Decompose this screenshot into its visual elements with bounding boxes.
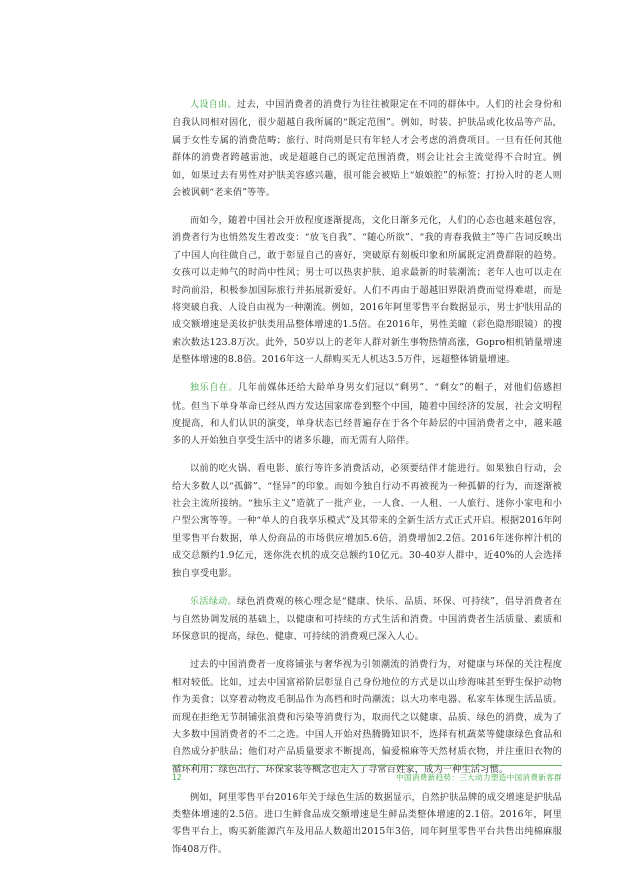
paragraph-solo-living bbox=[172, 379, 562, 450]
page-number: 12 bbox=[172, 773, 182, 782]
paragraph-text: 过去，中国消费者的消费行为往往被限定在不同的群体中。人们的社会身份和自我认同相对固化，很少超越自我所属的“既定范围”。例如，时装、护肤品或化妆品等产品，属于女性专属的消费范畴；旅行、时尚则是只有年轻人才会考虑的消费项目。一旦有任何其他群体的消费者跨越雷池，或是超越自己的既定范围消费，则会让社会主流觉得不合时宜。例如，如果过去有男性对护肤美容感兴趣，很可能会被贴上“娘娘腔”的标签；打扮入时的老人则会被讽刺“老来俏”等等。 bbox=[172, 99, 562, 199]
paragraph-text: 过去的中国消费者一度将铺张与奢华视为引领潮流的消费行为，对健康与环保的关注程度相对较低。比如，过去中国富裕阶层彰显自己身份地位的方式是以山珍海味甚至野生保护动物作为美食；以穿着动物皮毛制品作为高档和时尚潮流；以大功率电器、私家车体现生活品质。而现在拒绝无节制铺张浪费和污染等消费行为，取而代之以健康、品质、绿色的消费，成为了大多数中国消费者的不二之选。中国人开始对热腾腾知识不，选择有机蔬菜等健康绿色食品和自然成分护肤品；他们对产品质量要求不断提高，偏爱棉麻等天然材质衣物，并注重旧衣物的循环利用；绿色出行、环保家装等概念也走入了寻常百姓家，成为一种生活习惯。 bbox=[172, 659, 562, 775]
paragraph-self-identity bbox=[172, 96, 562, 201]
paragraph-green-living-detail bbox=[172, 656, 562, 778]
paragraph-solo-living-detail bbox=[172, 460, 562, 582]
paragraph-text: 几年前媒体还给大龄单身男女们冠以“剩男”、“剩女”的帽子，对他们倍感担忧。但当下单身革命已经从西方发达国家席卷到整个中国，随着中国经济的发展，社会文明程度提高，和人们认识的演变，单身状态已经普遍存在于各个年龄层的中国消费者之中，越来越多的人开始独自享受生活中的诸多乐趣，而无需有人陪伴。 bbox=[172, 382, 562, 447]
heading-green-living: 乐活绿动。 bbox=[190, 596, 237, 607]
paragraph-green-living-data bbox=[172, 789, 562, 859]
paragraph-text: 例如，阿里零售平台2016年关于绿色生活的数据显示，自然护肤品牌的成交增速是护肤品类整体增速的2.5倍。进口生鲜食品成交额增速是生鲜品类整体增速的2.1倍。2016年，阿里零售平台上，购买新能源汽车及用品人数超出2015年3倍，同年阿里零售平台共售出纯棉麻服饰408万件。 bbox=[172, 791, 562, 855]
paragraph-text: 以前的吃火锅、看电影、旅行等许多消费活动，必须要结伴才能进行。如果独自行动，会给大多数人以“孤僻”、“怪异”的印象。而如今独自行动不再被视为一种孤僻的行为，而逐渐被社会主流所接纳。“独乐主义”造就了一批产业，一人食、一人租、一人旅行、迷你小家电和小户型公寓等等。一种“单人的自我享乐模式”及其带来的全新生活方式正式开启。根据2016年阿里零售平台数据，单人份商品的市场供应增加5.6倍，消费增加2.2倍。2016年迷你榨汁机的成交总额约1.9亿元，迷你洗衣机的成交总额约10亿元。30-40岁人群中，近40%的人会选择独自享受电影。 bbox=[172, 463, 562, 579]
heading-self-identity: 人设自由。 bbox=[190, 100, 237, 110]
footer-divider bbox=[172, 765, 562, 766]
paragraph-self-identity-detail bbox=[172, 212, 562, 369]
paragraph-text: 绿色消费观的核心理念是“健康、快乐、品质、环保、可持续”，倡导消费者在与自然协调发展的基础上，以健康和可持续的方式生活和消费。中国消费者生活质量、素质和环保意识的提高，绿色、健康、可持续的消费观已深入人心。 bbox=[172, 595, 562, 643]
paragraph-text: 而如今，随着中国社会开放程度逐渐提高，文化日渐多元化，人们的心态也越来越包容，消费者行为也悄然发生着改变：“放飞自我”、“随心所欲”、“我的青春我做主”等广告词反映出了中国人向往做自己，敢于彰显自己的喜好，突破原有刻板印象和所属既定消费群限的趋势。女孩可以走帅气的时尚中性风；男士可以热衷护肤、追求最新的时装潮流；老年人也可以走在时尚前沿，积极参加国际旅行并拓展新爱好。人们不再由于超越旧界限消费而觉得难堪，而是将突破自我、人设自由视为一种潮流。例如，2016年阿里零售平台数据显示，男士护肤用品的成交额增速是美妆护肤类用品整体增速的1.5倍。在2016年，男性美瞳（彩色隐形眼镜）的搜索次数达123.8万次。此外，50岁以上的老年人群对新生事物热情高涨，Gopro相机销量增速是整体增速的8.8倍。2016年这一人群购买无人机达3.5万件，远超整体销量增速。 bbox=[172, 214, 562, 366]
paragraph-green-living bbox=[172, 593, 562, 646]
heading-solo-living: 独乐自在。 bbox=[190, 383, 238, 394]
article-body bbox=[172, 96, 562, 869]
footer-title: 中国消费新趋势：三大动力塑造中国消费新客群 bbox=[396, 773, 562, 782]
